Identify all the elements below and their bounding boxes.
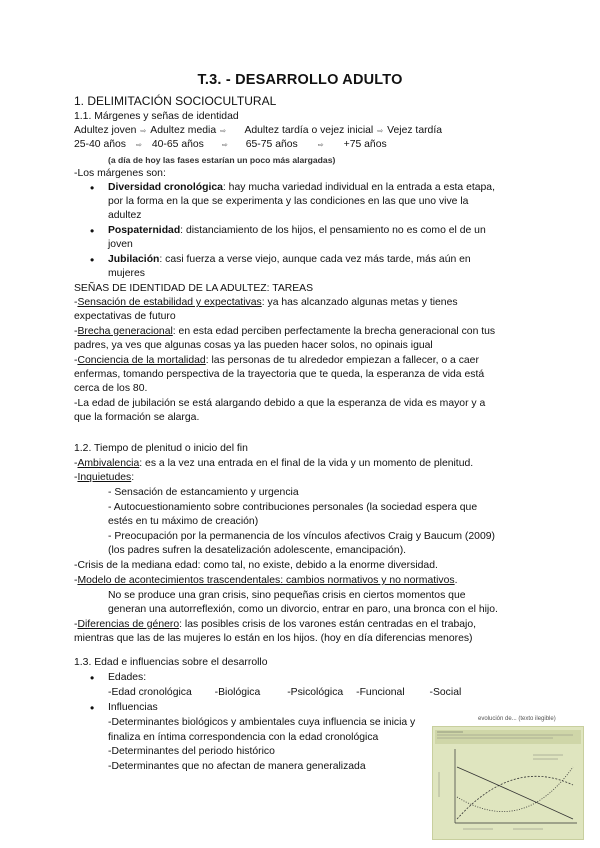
sena-mortalidad: -Conciencia de la mortalidad: las personas de tu alrededor empiezan a fallecer, o a caer (74, 355, 479, 366)
text: : distanciamiento de los hijos, el pensamiento no es como el de un (180, 225, 486, 236)
subsection-1-3: 1.3. Edad e influencias sobre el desarrollo (74, 657, 268, 668)
text: : hay mucha variedad individual en la entrada a esta etapa, (222, 182, 495, 193)
bullet-icon: • (90, 224, 95, 238)
term: Diversidad cronológica (108, 182, 223, 193)
text: . (454, 575, 458, 586)
figure-caption: evolución de... (texto ilegible) (478, 716, 556, 722)
subsection-1-2: 1.2. Tiempo de plenitud o inicio del fin (74, 443, 248, 454)
bullet-icon: • (90, 701, 95, 715)
text-line: cerca de los 80. (74, 383, 148, 394)
edad-item: -Edad cronológica (108, 687, 192, 698)
text-line: que la formación se alarga. (74, 412, 200, 423)
edad-item: -Psicológica (287, 687, 344, 698)
stages-note: (a día de hoy las fases estarían un poco más alargadas) (108, 155, 336, 165)
modelo: -Modelo de acontecimientos trascendentales: cambios normativos y no normativos. (74, 575, 458, 586)
age-4: +75 años (343, 139, 387, 150)
term: Inquietudes (77, 472, 132, 483)
arrow-icon: ⇨ (136, 142, 142, 149)
stages-row (74, 124, 442, 139)
influences-figure (432, 726, 584, 840)
age-1: 25-40 años (74, 139, 126, 150)
diferencias-genero: -Diferencias de género: las posibles crisis de los varones están centradas en el trabajo, (74, 619, 477, 630)
term: Jubilación (108, 254, 160, 265)
edades-label: Edades: (108, 672, 147, 683)
edad-item: -Biológica (214, 687, 261, 698)
bullet-icon: • (90, 253, 95, 267)
ambivalencia: -Ambivalencia: es a la vez una entrada en el final de la vida y un momento de plenitud. (74, 458, 474, 469)
term: Diferencias de género (77, 619, 180, 630)
text-line: -Determinantes del periodo histórico (108, 746, 275, 757)
text-line: estés en tu máximo de creación) (108, 516, 259, 527)
arrow-icon: ⇨ (220, 128, 226, 135)
edades-row (108, 686, 461, 700)
text-line: adultez (108, 210, 142, 221)
bullet-jubilacion (108, 253, 471, 267)
age-3: 65-75 años (245, 139, 298, 150)
text-line: -Determinantes que no afectan de manera generalizada (108, 761, 366, 772)
text-line: expectativas de futuro (74, 311, 176, 322)
text: : casi fuerza a verse viejo, aunque cada vez más tarde, más aún en (159, 254, 471, 265)
ages-row (74, 138, 387, 153)
text: : ya has alcanzado algunas metas y tienes (261, 297, 458, 308)
text: : (131, 472, 135, 483)
text-line: generan una autorreflexión, como un divorcio, entrar en paro, una bronca con el hijo. (108, 604, 498, 615)
stage-3: Adultez tardía o vejez inicial (244, 125, 374, 136)
stage-4: Vejez tardía (387, 125, 443, 136)
influencias-label: Influencias (108, 702, 158, 713)
text: : las personas de tu alrededor empiezan a fallecer, o a caer (205, 355, 479, 366)
text-line: - Sensación de estancamiento y urgencia (108, 487, 299, 498)
arrow-icon: ⇨ (317, 142, 324, 149)
text-line: -Determinantes biológicos y ambientales cuya influencia se inicia y (108, 717, 416, 728)
influences-graph-image (433, 727, 583, 839)
arrow-icon: ⇨ (140, 128, 147, 135)
bullet-icon: • (90, 181, 95, 195)
arrow-icon: ⇨ (221, 142, 228, 149)
stage-1: Adultez joven (74, 125, 137, 136)
text-line: padres, ya ves que algunas cosas ya las pueden hacer solos, no opinais igual (74, 340, 433, 351)
term: Brecha generacional (77, 326, 173, 337)
arrow-icon: ⇨ (377, 128, 384, 135)
text-line: por la forma en la que se experimenta y las condiciones en las que uno vive la (108, 196, 469, 207)
text: : es a la vez una entrada en el final de la vida y un momento de plenitud. (139, 458, 474, 469)
section-heading-1: 1. DELIMITACIÓN SOCIOCULTURAL (74, 94, 277, 108)
stage-2: Adultez media (150, 125, 217, 136)
bullet-icon: • (90, 671, 95, 685)
sena-brecha: -Brecha generacional: en esta edad perciben perfectamente la brecha generacional con tus (74, 326, 496, 337)
text-line: -Crisis de la mediana edad: como tal, no existe, debido a la enorme diversidad. (74, 560, 438, 571)
term: Pospaternidad (108, 225, 181, 236)
text-line: enfermas, tomando perspectiva de la trayectoria que te queda, la esperanza de vida está (74, 369, 485, 380)
inquietudes: -Inquietudes: (74, 472, 135, 483)
text-line: - Preocupación por la permanencia de los vínculos afectivos Craig y Baucum (2009) (108, 531, 495, 542)
term: Ambivalencia (77, 458, 140, 469)
text-line: - Autocuestionamiento sobre contribuciones personales (la sociedad espera que (108, 502, 478, 513)
term: Modelo de acontecimientos trascendentales: cambios normativos y no normativos (77, 575, 455, 586)
text-line: joven (108, 239, 133, 250)
bullet-pospaternidad (108, 224, 486, 238)
age-2: 40-65 años (151, 139, 204, 150)
text-line: mujeres (108, 268, 145, 279)
bullet-diversidad (108, 181, 495, 195)
text: : las posibles crisis de los varones están centradas en el trabajo, (179, 619, 477, 630)
term: Sensación de estabilidad y expectativas (77, 297, 262, 308)
term: Conciencia de la mortalidad (77, 355, 206, 366)
text-line: (los padres sufren la desatelización adolescente, emancipación). (108, 545, 407, 556)
text-line: finaliza en íntima correspondencia con la edad cronológica (108, 732, 379, 743)
text: : en esta edad perciben perfectamente la brecha generacional con tus (172, 326, 496, 337)
edad-item: -Social (429, 687, 462, 698)
senas-heading: SEÑAS DE IDENTIDAD DE LA ADULTEZ: TAREAS (74, 283, 314, 294)
subsection-1-1: 1.1. Márgenes y señas de identidad (74, 111, 239, 122)
edad-item: -Funcional (356, 687, 405, 698)
sena-estabilidad: -Sensación de estabilidad y expectativas: ya has alcanzado algunas metas y tienes (74, 297, 458, 308)
text-line: -La edad de jubilación se está alargando debido a que la esperanza de vida es mayor y a (74, 398, 486, 409)
page-title: T.3. - DESARROLLO ADULTO (197, 72, 403, 88)
text-line: No se produce una gran crisis, sino pequeñas crisis en ciertos momentos que (108, 590, 466, 601)
margins-label: -Los márgenes son: (74, 168, 166, 179)
text-line: mientras que las de las mujeres lo están en los hijos. (hoy en día diferencias menores) (74, 633, 473, 644)
